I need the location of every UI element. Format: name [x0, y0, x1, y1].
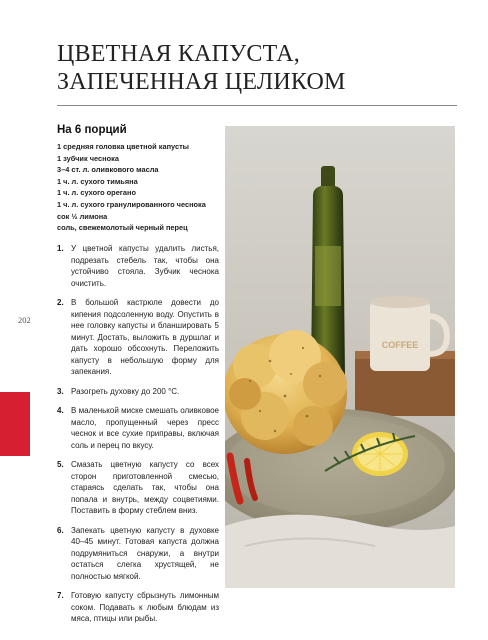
step-number: 5. — [57, 460, 64, 469]
step-number: 4. — [57, 406, 64, 415]
ingredient-item: 1 ч. л. сухого орегано — [57, 188, 136, 198]
portions-heading: На 6 порций — [57, 124, 127, 136]
step-number: 3. — [57, 386, 64, 396]
step-text: Смазать цветную капусту со всех сторон приготовленной смесью, стараясь сделать так, чтобы она попала и внутрь, между соцветиями. Поставить в форму стеблем вниз. — [71, 460, 219, 515]
step-number: 2. — [57, 298, 64, 307]
ingredient-item: 1 зубчик чеснока — [57, 153, 119, 163]
step-item — [57, 297, 219, 378]
step-text: Разогреть духовку до 200 °С. — [71, 386, 180, 396]
step-item — [57, 386, 219, 398]
step-item — [57, 405, 219, 451]
step-text: У цветной капусты удалить листья, подрезать стебель так, чтобы она устойчиво стояла. Зубчик чеснока очистить. — [71, 244, 219, 288]
step-item — [57, 525, 219, 583]
recipe-photo — [225, 126, 455, 588]
page-number: 202 — [18, 315, 31, 325]
ingredient-item: соль, свежемолотый черный перец — [57, 223, 188, 233]
title-divider — [57, 105, 457, 106]
step-text: В маленькой миске смешать оливковое масло, пропущенный через пресс чеснок и все сухие приправы, включая соль и перец по вкусу. — [71, 406, 219, 450]
step-item — [57, 459, 219, 517]
mug-label: COFFEE — [381, 340, 419, 350]
step-text: Готовую капусту сбрызнуть лимонным соком. Подавать к любым блюдам из мяса, птицы или рыбы. — [71, 591, 219, 623]
step-item — [57, 590, 219, 625]
steps-list — [57, 243, 219, 633]
step-text: Запекать цветную капусту в духовке 40–45 минут. Готовая капуста должна подрумяниться снаружи, а внутри остаться слегка хрустящей, не полностью мягкой. — [71, 525, 219, 581]
ingredients-list — [57, 141, 227, 234]
ingredient-item: 1 ч. л. сухого гранулированного чеснока — [57, 199, 206, 209]
ingredient-item: 1 ч. л. сухого тимьяна — [57, 176, 138, 186]
ingredient-item: 3–4 ст. л. оливкового масла — [57, 165, 159, 175]
step-number: 6. — [57, 525, 64, 535]
page-title: ЦВЕТНАЯ КАПУСТА, ЗАПЕЧЕННАЯ ЦЕЛИКОМ — [57, 41, 346, 95]
ingredient-item: сок ½ лимона — [57, 211, 108, 221]
step-number: 7. — [57, 591, 64, 600]
accent-tab — [0, 392, 30, 456]
step-text: В большой кастрюле довести до кипения подсоленную воду. Опустить в нее головку капусты и бланшировать 5 минут. Достать, выложить в дуршлаг и дать хорошо обсохнуть. Переложить капусту в небольшую форму для запекания. — [71, 298, 219, 376]
step-item — [57, 243, 219, 289]
ingredient-item: 1 средняя головка цветной капусты — [57, 142, 189, 151]
step-number: 1. — [57, 244, 64, 253]
